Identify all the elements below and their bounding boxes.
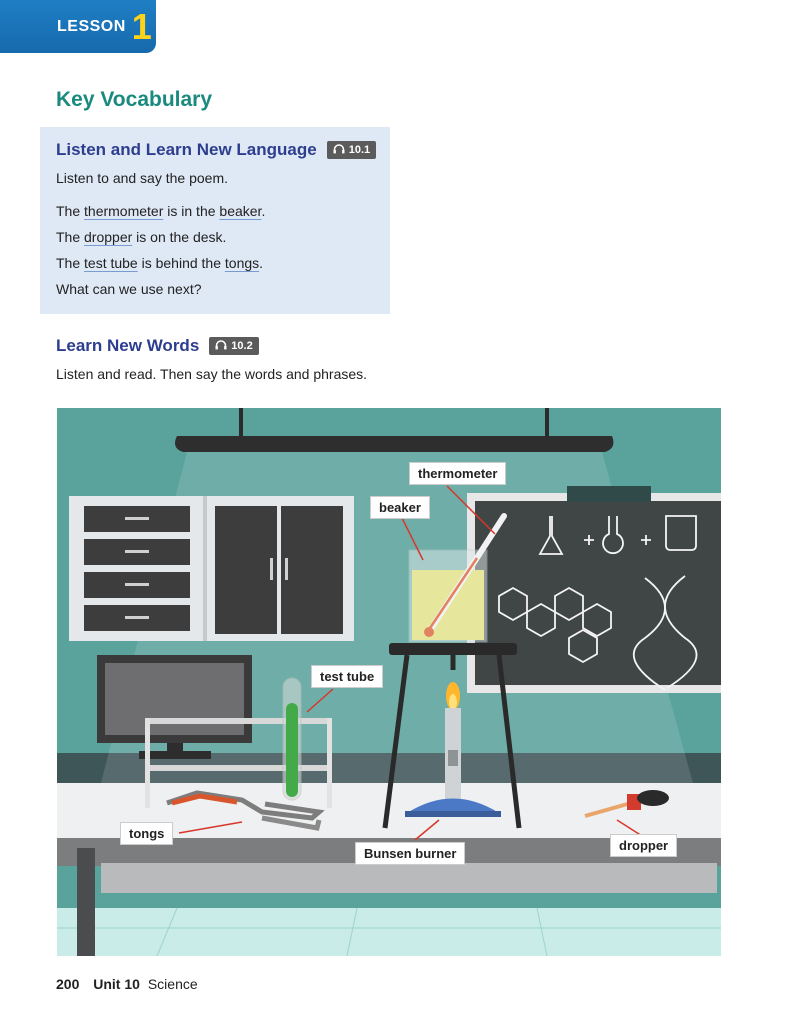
audio-badge-10-1[interactable]	[327, 141, 376, 159]
words-section-header	[56, 336, 259, 356]
poem-line-4: What can we use next?	[56, 281, 202, 297]
poem-text: The	[56, 229, 85, 245]
vocab-word-thermometer: thermometer	[84, 203, 164, 219]
headphones-icon	[215, 340, 227, 353]
listen-section-title: Listen and Learn New Language	[56, 140, 317, 159]
page-footer	[56, 976, 198, 992]
audio-track-number: 10.2	[231, 340, 253, 352]
page-heading: Key Vocabulary	[56, 88, 213, 111]
audio-badge-10-2[interactable]	[209, 337, 258, 355]
poem-line-1	[56, 203, 265, 219]
lab-scene-art	[57, 408, 721, 956]
vocab-word-tongs: tongs	[224, 255, 260, 271]
label-thermometer: thermometer	[409, 462, 506, 485]
vocab-word-beaker: beaker	[219, 203, 262, 219]
poem-text: .	[261, 203, 266, 219]
footer-subject: Science	[147, 976, 198, 992]
label-beaker: beaker	[370, 496, 430, 519]
words-instruction: Listen and read. Then say the words and phrases.	[56, 366, 368, 382]
listen-instruction: Listen to and say the poem.	[56, 170, 228, 186]
poem-text: The	[56, 255, 85, 271]
audio-track-number: 10.1	[348, 144, 371, 156]
vocab-word-test-tube: test tube	[84, 255, 138, 271]
poem-text: The	[56, 203, 85, 219]
listen-section	[40, 127, 390, 314]
headphones-icon	[333, 144, 345, 157]
words-section-title: Learn New Words	[56, 336, 200, 355]
poem-text: is on the desk.	[132, 229, 227, 245]
poem-text: is behind the	[137, 255, 225, 271]
vocab-word-dropper: dropper	[84, 229, 133, 245]
lesson-number: 1	[131, 5, 152, 47]
poem-text: .	[259, 255, 264, 271]
label-bunsen-burner: Bunsen burner	[355, 842, 465, 865]
label-test-tube: test tube	[311, 665, 383, 688]
poem-line-3	[56, 255, 263, 271]
lab-illustration	[57, 408, 721, 956]
lesson-word: LESSON	[57, 17, 126, 35]
lesson-tab	[0, 0, 156, 53]
label-tongs: tongs	[120, 822, 173, 845]
poem-line-2	[56, 229, 226, 245]
label-dropper: dropper	[610, 834, 677, 857]
poem-text: is in the	[163, 203, 220, 219]
footer-unit: Unit 10	[93, 976, 140, 992]
page-number: 200	[56, 976, 80, 992]
